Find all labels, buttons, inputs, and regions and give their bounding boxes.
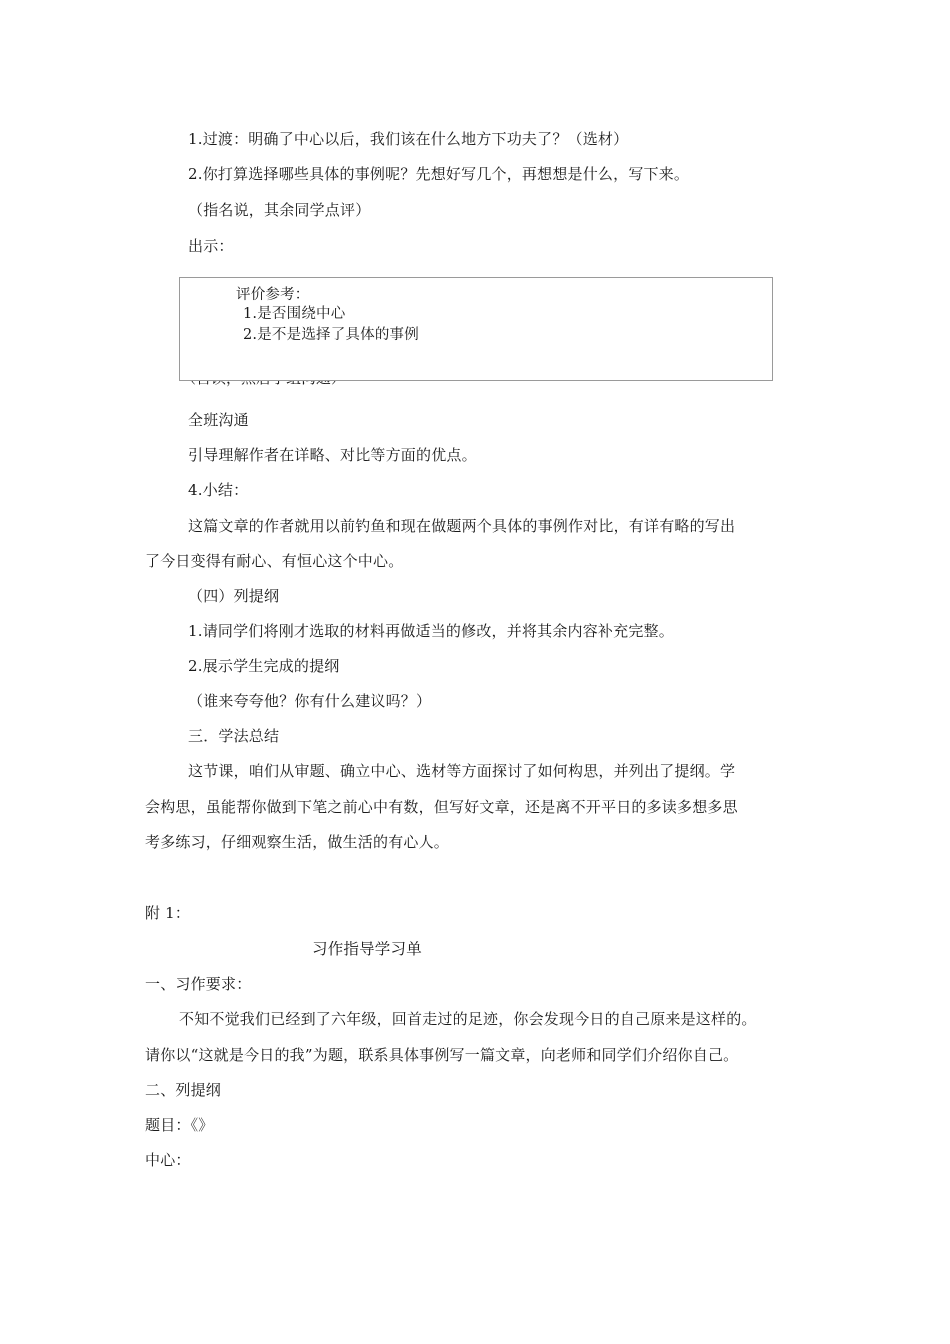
paragraph-praise: （谁来夸夸他？你有什么建议吗？） xyxy=(188,692,432,710)
paragraph-display: 2.展示学生完成的提纲 xyxy=(188,657,340,675)
paragraph-question: 2.你打算选择哪些具体的事例呢？先想好写几个，再想想是什么，写下来。 xyxy=(188,165,690,183)
evaluation-reference-box xyxy=(179,277,773,381)
section-method-summary: 三．学法总结 xyxy=(188,727,280,745)
paragraph-show: 出示： xyxy=(188,237,234,255)
paragraph-conclusion-line-2: 会构思，虽能帮你做到下笔之前心中有数，但写好文章，还是离不开平日的多读多想多思 xyxy=(145,798,738,816)
appendix-field-title: 题目：《》 xyxy=(145,1116,214,1134)
box-item-2: 2.是不是选择了具体的事例 xyxy=(243,327,419,343)
appendix-requirement-line-1: 不知不觉我们已经到了六年级，回首走过的足迹，你会发现今日的自己原来是这样的。 xyxy=(179,1010,757,1028)
appendix-requirement-line-2: 请你以“这就是今日的我”为题，联系具体事例写一篇文章，向老师和同学们介绍你自己。 xyxy=(145,1046,739,1064)
paragraph-note: （指名说，其余同学点评） xyxy=(188,201,371,219)
paragraph-guide: 引导理解作者在详略、对比等方面的优点。 xyxy=(188,446,477,464)
box-heading: 评价参考： xyxy=(236,287,310,303)
appendix-field-center: 中心： xyxy=(145,1151,191,1169)
appendix-section-requirements: 一、习作要求： xyxy=(145,975,252,993)
paragraph-transition: 1.过渡：明确了中心以后，我们该在什么地方下功夫了？（选材） xyxy=(188,130,629,148)
appendix-label: 附 1： xyxy=(145,904,191,922)
appendix-section-outline: 二、列提纲 xyxy=(145,1081,222,1099)
box-item-1: 1.是否围绕中心 xyxy=(243,306,346,322)
appendix-title: 习作指导学习单 xyxy=(312,940,422,958)
paragraph-revise: 1.请同学们将刚才选取的材料再做适当的修改，并将其余内容补充完整。 xyxy=(188,622,674,640)
paragraph-conclusion-line-3: 考多练习，仔细观察生活，做生活的有心人。 xyxy=(145,833,450,851)
paragraph-summary-line-2: 了今日变得有耐心、有恒心这个中心。 xyxy=(145,552,404,570)
paragraph-summary-line-1: 这篇文章的作者就用以前钓鱼和现在做题两个具体的事例作对比，有详有略的写出 xyxy=(188,517,736,535)
paragraph-summary-label: 4.小结： xyxy=(188,481,249,499)
section-outline: （四）列提纲 xyxy=(188,587,280,605)
paragraph-conclusion-line-1: 这节课，咱们从审题、确立中心、选材等方面探讨了如何构思，并列出了提纲。学 xyxy=(188,762,736,780)
paragraph-class-discussion: 全班沟通 xyxy=(188,411,249,429)
